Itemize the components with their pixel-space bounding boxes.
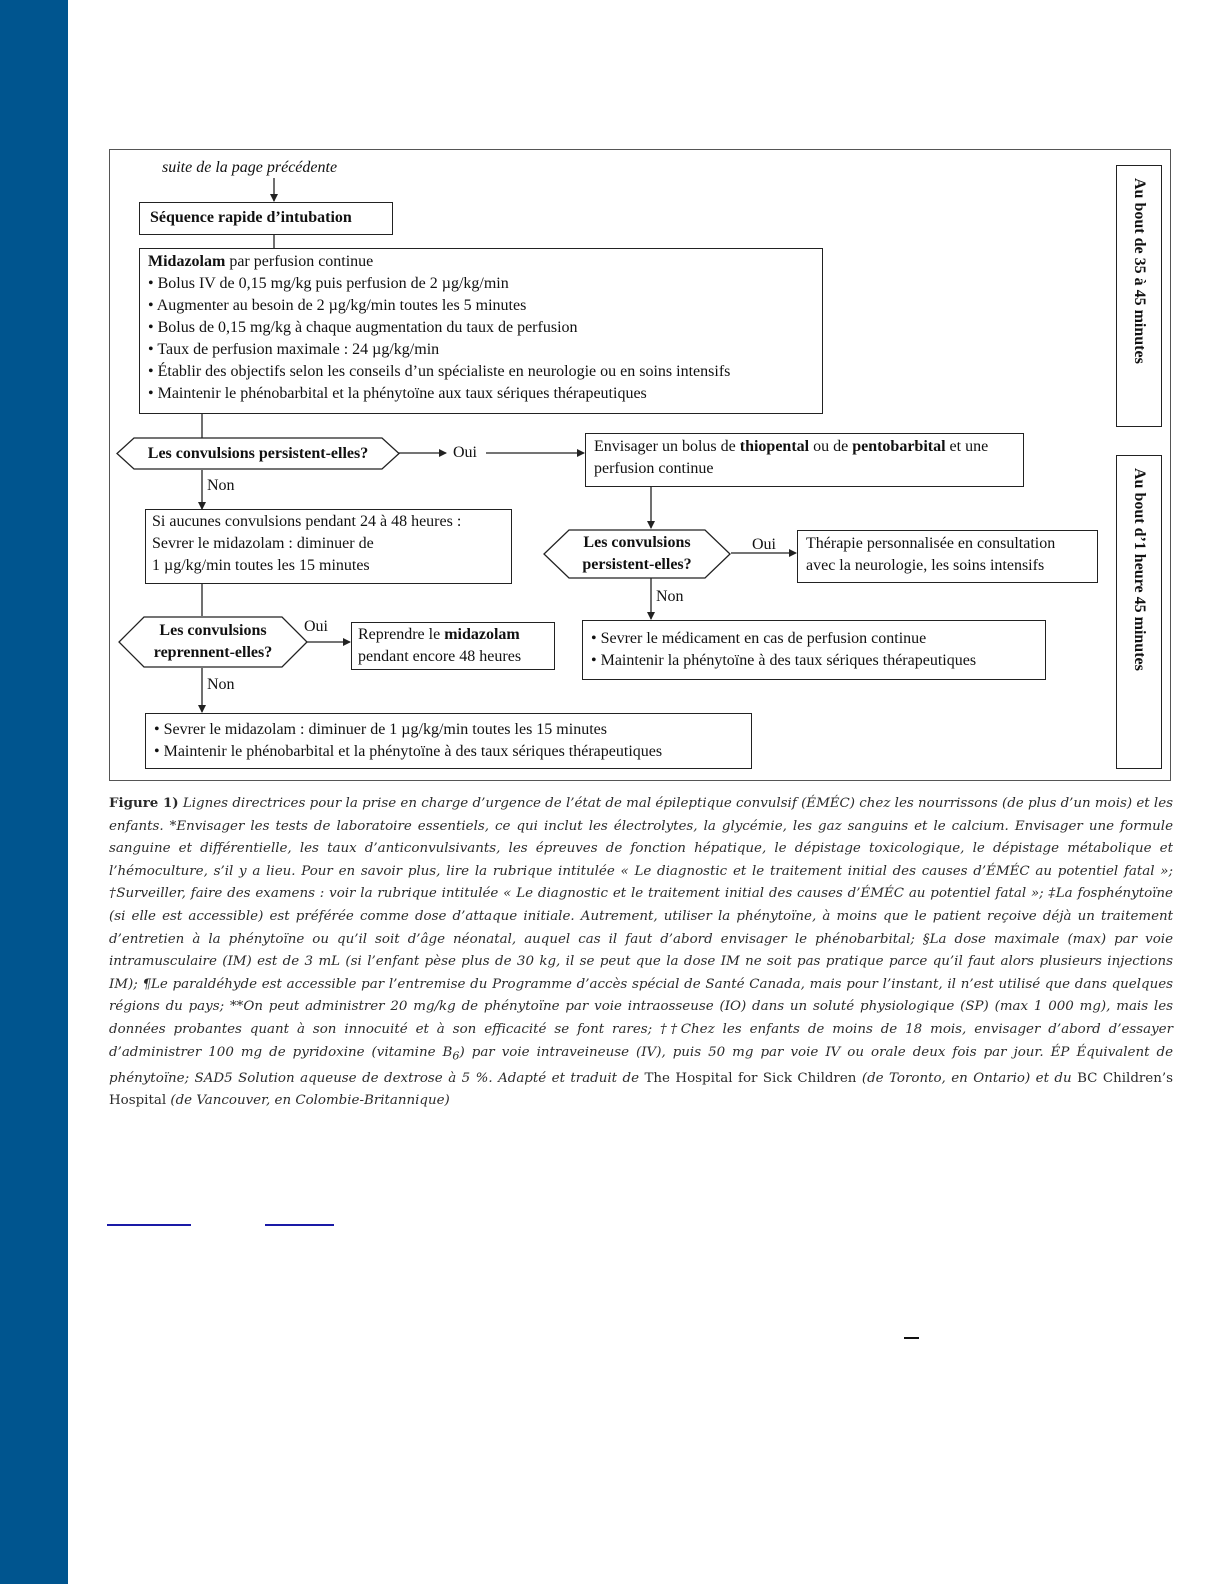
resume-drug: midazolam bbox=[444, 626, 520, 643]
time-label-1: Au bout de 35 à 45 minutes bbox=[1131, 178, 1148, 364]
decision2-yes-label: Oui bbox=[752, 536, 776, 553]
decision2-no-label: Non bbox=[656, 588, 684, 605]
decision2-line: Les convulsions bbox=[583, 534, 691, 551]
thiopental-text: et une perfusion continue bbox=[594, 438, 989, 477]
time-label-box-1 bbox=[1116, 165, 1162, 427]
rsi-box: Séquence rapide d’intubation bbox=[139, 202, 393, 235]
decision-recur-text bbox=[118, 616, 308, 668]
midazolam-bullet: • Taux de perfusion maximale : 24 µg/kg/min bbox=[148, 341, 440, 358]
decision-persist-2-text bbox=[543, 529, 731, 579]
pentobarbital-drug: pentobarbital bbox=[852, 438, 946, 455]
wean-med-line: • Maintenir la phénytoïne à des taux sériques thérapeutiques bbox=[591, 652, 977, 669]
midazolam-bullet: • Augmenter au besoin de 2 µg/kg/min toutes les 5 minutes bbox=[148, 297, 527, 314]
caption-source-2: BC Children’s Hospital bbox=[109, 1070, 1173, 1109]
caption-text: (de Toronto, en Ontario) et du bbox=[856, 1070, 1078, 1086]
resume-line: pendant encore 48 heures bbox=[358, 648, 522, 665]
decision-persist-2 bbox=[543, 529, 731, 579]
link-underline-2[interactable] bbox=[265, 1224, 334, 1226]
wean-line: Sevrer le midazolam : diminuer de bbox=[152, 535, 374, 552]
thiopental-box bbox=[585, 433, 1024, 487]
decision1-yes-label: Oui bbox=[453, 444, 477, 461]
decision3-line: reprennent-elles? bbox=[153, 644, 273, 661]
midazolam-box bbox=[139, 248, 823, 414]
final-wean-box bbox=[145, 713, 752, 769]
wean-medication-box bbox=[582, 620, 1046, 680]
decision1-no-label: Non bbox=[207, 477, 235, 494]
resume-text: Reprendre le bbox=[358, 626, 445, 643]
thiopental-text: ou de bbox=[809, 438, 853, 455]
figure-label: Figure 1) bbox=[109, 795, 179, 811]
caption-text: Lignes directrices pour la prise en charge d’urgence de l’état de mal épileptique convulsif (ÉMÉC) chez les nourrissons (de plus d’un mois) et les enfants. *Envisager les tests de laboratoire essentiels, ce qui inclut les électrolytes, la glycémie, les gaz sanguins et le calcium. Envisager une formule sanguine et différentielle, les taux d’anticonvulsivants, les épreuves de fonction hépatique, le dépistage toxicologique, le dépistage métabolique et l’hémoculture, s’il y a lieu. Pour en savoir plus, lire la rubrique intitulée « Le diagnostic et le traitement initial des causes d’ÉMÉC au potentiel fatal »; †Surveiller, faire des examens : voir la rubrique intitulée « Le diagnostic et le traitement initial des causes d’ÉMÉC au potentiel fatal »; ‡La fosphénytoïne (si elle est accessible) est préférée comme dose d’attaque initiale. Autrement, utiliser la phénytoïne, à moins que le patient reçoive déjà un traitement d’entretien à la phénytoïne ou qu’il soit d’âge néonatal, auquel cas il faut d’abord envisager le phénobarbital; §La dose maximale (max) par voie intramusculaire (IM) est de 3 mL (si l’enfant pèse plus de 30 kg, il se peut que la dose IM ne soit pas pratique parce qu’il faut alors plusieurs injections IM); ¶Le paraldéhyde est accessible par l’entremise du Programme d’accès spécial de Santé Canada, mais pour l’instant, il n’est utilisé que dans quelques régions du pays; **On peut administrer 20 mg/kg de phénytoïne par voie intraosseuse (IO) dans un soluté physiologique (SP) (max 1 000 mg), mais les données probantes quant à son innocuité et à son efficacité se font rares; ††Chez les enfants de moins de 18 mois, envisager d’abord d’essayer d’administrer 100 mg de pyridoxine (vitamine B bbox=[109, 796, 1173, 1060]
personalized-line: Thérapie personnalisée en consultation bbox=[806, 535, 1056, 552]
midazolam-bullet: • Bolus IV de 0,15 mg/kg puis perfusion de 2 µg/kg/min bbox=[148, 275, 509, 292]
final-line: • Maintenir le phénobarbital et la phénytoïne à des taux sériques thérapeutiques bbox=[154, 743, 663, 760]
thiopental-drug: thiopental bbox=[739, 438, 810, 455]
time-label-box-2 bbox=[1116, 455, 1162, 769]
short-dash bbox=[904, 1337, 919, 1339]
time-label-2: Au bout d’1 heure 45 minutes bbox=[1131, 468, 1148, 671]
wean-line: 1 µg/kg/min toutes les 15 minutes bbox=[152, 557, 370, 574]
midazolam-bullet: • Maintenir le phénobarbital et la phénytoïne aux taux sériques thérapeutiques bbox=[148, 385, 647, 402]
wean-line: Si aucunes convulsions pendant 24 à 48 heures : bbox=[152, 513, 462, 530]
midazolam-bullet: • Établir des objectifs selon les conseils d’un spécialiste en neurologie ou en soins intensifs bbox=[148, 363, 731, 380]
resume-line bbox=[358, 624, 548, 646]
link-underline-1[interactable] bbox=[107, 1224, 191, 1226]
resume-midazolam-box bbox=[351, 622, 555, 670]
decision3-yes-label: Oui bbox=[304, 618, 328, 635]
decision2-line: persistent-elles? bbox=[582, 556, 692, 573]
continued-from-label: suite de la page précédente bbox=[162, 159, 338, 176]
caption-text: ) par voie intraveineuse (IV), puis 50 mg par voie IV ou orale deux fois par jour. ÉP Équivalent de phénytoïne; SAD5 Solution aqueuse de dextrose à 5 %. Adapté et traduit de bbox=[109, 1044, 1173, 1086]
decision3-no-label: Non bbox=[207, 676, 235, 693]
decision3-line: Les convulsions bbox=[159, 622, 267, 639]
thiopental-text: Envisager un bolus de bbox=[594, 438, 740, 455]
figure-caption bbox=[109, 792, 1173, 1113]
caption-text: (de Vancouver, en Colombie-Britannique) bbox=[166, 1093, 450, 1109]
personalized-therapy-box bbox=[797, 530, 1098, 583]
final-line: • Sevrer le midazolam : diminuer de 1 µg/kg/min toutes les 15 minutes bbox=[154, 721, 607, 738]
midazolam-bullet: • Bolus de 0,15 mg/kg à chaque augmentation du taux de perfusion bbox=[148, 319, 578, 336]
decision-recur bbox=[118, 616, 308, 668]
midazolam-title-bold: Midazolam bbox=[148, 253, 226, 270]
wean-midazolam-box bbox=[145, 509, 512, 584]
midazolam-title-rest: par perfusion continue bbox=[225, 253, 374, 270]
wean-med-line: • Sevrer le médicament en cas de perfusion continue bbox=[591, 630, 927, 647]
decision-persist-1 bbox=[116, 437, 400, 470]
personalized-line: avec la neurologie, les soins intensifs bbox=[806, 557, 1045, 574]
decision-persist-1-text: Les convulsions persistent-elles? bbox=[147, 444, 369, 462]
midazolam-title bbox=[148, 251, 814, 273]
caption-source-1: The Hospital for Sick Children bbox=[644, 1070, 857, 1086]
caption-subscript: 6 bbox=[452, 1049, 460, 1063]
